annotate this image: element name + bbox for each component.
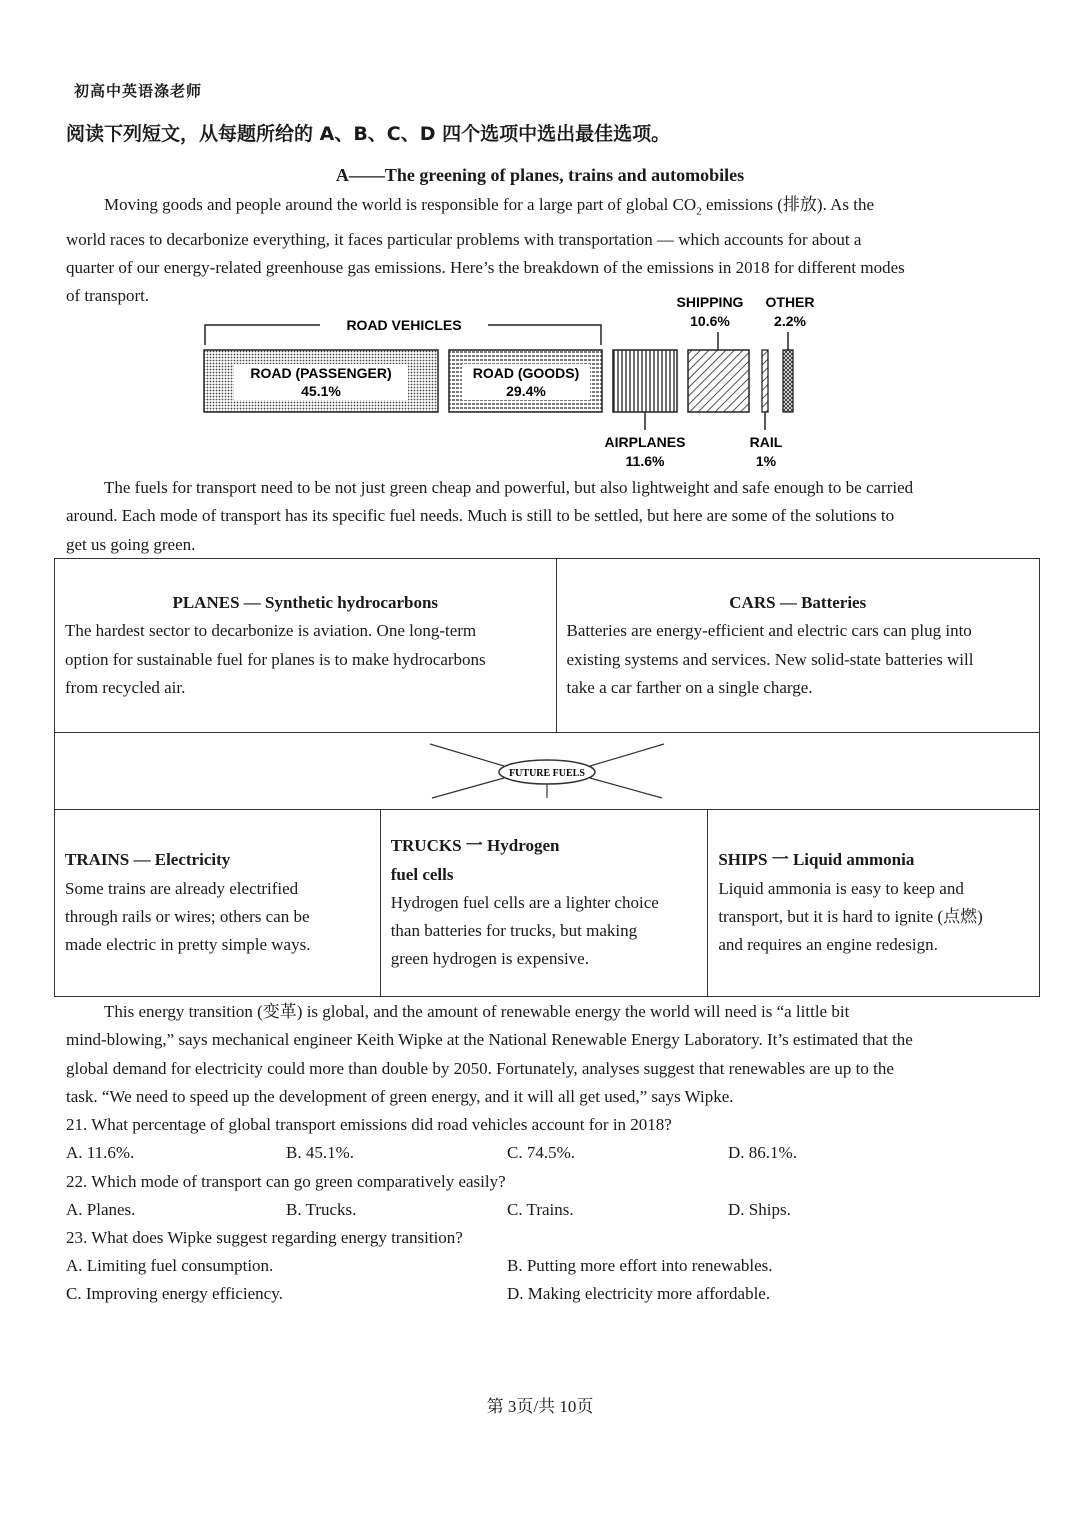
q22-option-d[interactable]: D. Ships. <box>728 1200 791 1219</box>
road-bracket-right <box>488 325 601 345</box>
instruction: 阅读下列短文，从每题所给的 A、B、C、D 四个选项中选出最佳选项。 <box>66 123 671 145</box>
trucks-heading-2: fuel cells <box>390 864 454 884</box>
trains-heading: TRAINS — Electricity <box>65 850 231 870</box>
shipping-value: 10.6% <box>690 313 730 329</box>
paragraph-3 <box>66 998 1016 1111</box>
other-bar <box>783 350 793 412</box>
planes-heading: PLANES — Synthetic hydrocarbons <box>172 592 439 612</box>
planes-cell <box>55 559 557 733</box>
trucks-text-3: green hydrogen is expensive. <box>390 949 589 969</box>
planes-text-2: option for sustainable fuel for planes is to make hydrocarbons <box>65 649 486 669</box>
trains-text-3: made electric in pretty simple ways. <box>65 935 311 955</box>
question-23-stem: 23. What does Wipke suggest regarding energy transition? <box>66 1228 463 1247</box>
other-label: OTHER <box>765 294 815 310</box>
trains-cell <box>55 810 381 997</box>
q22-option-c[interactable]: C. Trains. <box>507 1200 574 1219</box>
shipping-bar <box>688 350 749 412</box>
q21-option-b[interactable]: B. 45.1%. <box>286 1143 354 1162</box>
cars-text-1: Batteries are energy-efficient and electric cars can plug into <box>566 621 972 641</box>
ships-cell <box>708 810 1040 997</box>
q22-option-a[interactable]: A. Planes. <box>66 1200 136 1219</box>
q23-option-c[interactable]: C. Improving energy efficiency. <box>66 1284 283 1303</box>
para1-line2: world races to decarbonize everything, it faces particular problems with transportation — which accounts for about a <box>66 229 862 249</box>
question-22-stem: 22. Which mode of transport can go green comparatively easily? <box>66 1172 506 1191</box>
cars-cell <box>556 559 1040 733</box>
para3-line2: mind-blowing,” says mechanical engineer Keith Wipke at the National Renewable Energy Laboratory. It’s estimated that the <box>66 1030 913 1050</box>
planes-text-1: The hardest sector to decarbonize is aviation. One long-term <box>65 621 477 641</box>
road-bracket-left <box>205 325 320 345</box>
watermark: 初高中英语涤老师 <box>74 82 203 100</box>
future-fuels-label: FUTURE FUELS <box>509 768 585 779</box>
question-21-stem: 21. What percentage of global transport emissions did road vehicles account for in 2018? <box>66 1115 672 1134</box>
future-fuels-table <box>54 558 1040 997</box>
trucks-text-2: than batteries for trucks, but making <box>390 921 638 941</box>
co2-subscript: 2 <box>696 205 702 218</box>
future-fuels-diagram <box>422 740 672 802</box>
cars-heading: CARS — Batteries <box>729 592 867 612</box>
trucks-heading-1: TRUCKS 一 Hydrogen <box>390 836 560 856</box>
rail-value: 1% <box>755 453 777 469</box>
road-vehicles-label: ROAD VEHICLES <box>346 317 462 333</box>
trains-text-2: through rails or wires; others can be <box>65 907 310 926</box>
airplanes-label: AIRPLANES <box>604 434 686 450</box>
para2-line3: get us going green. <box>66 534 196 554</box>
para3-line1: This energy transition (变革) is global, and the amount of renewable energy the world will need is “a little bit <box>104 1002 850 1021</box>
ships-text-3: and requires an engine redesign. <box>718 935 938 955</box>
q22-option-b[interactable]: B. Trucks. <box>286 1200 357 1219</box>
para2-line2: around. Each mode of transport has its specific fuel needs. Much is still to be settled, but here are some of the solutions to <box>66 506 895 526</box>
airplanes-bar <box>613 350 677 412</box>
paragraph-2 <box>66 474 1016 559</box>
trucks-cell <box>380 810 708 997</box>
cars-text-3: take a car farther on a single charge. <box>566 677 813 697</box>
rail-label: RAIL <box>749 434 783 450</box>
passage-title: A——The greening of planes, trains and automobiles <box>335 165 745 185</box>
ships-text-1: Liquid ammonia is easy to keep and <box>718 878 964 898</box>
para2-line1: The fuels for transport need to be not just green cheap and powerful, but also lightweight and safe enough to be carried <box>104 478 914 497</box>
emissions-figure <box>200 290 830 475</box>
other-value: 2.2% <box>774 313 806 329</box>
para3-line3: global demand for electricity could more than double by 2050. Fortunately, analyses suggest that renewables are up to the <box>66 1058 894 1078</box>
q23-option-d[interactable]: D. Making electricity more affordable. <box>507 1284 771 1303</box>
shipping-label: SHIPPING <box>676 294 744 310</box>
road-goods-value: 29.4% <box>506 383 546 399</box>
ships-text-2: transport, but it is hard to ignite (点燃) <box>718 907 983 926</box>
planes-text-3: from recycled air. <box>65 677 186 697</box>
road-passenger-label: ROAD (PASSENGER) <box>250 365 392 381</box>
ships-heading: SHIPS 一 Liquid ammonia <box>718 850 915 870</box>
page-footer: 第 3页/共 10页 <box>486 1397 594 1416</box>
para1-line1b: emissions (排放). As the <box>701 195 875 214</box>
para3-line4: task. “We need to speed up the development of green energy, and it will all get used,” says Wipke. <box>66 1086 734 1106</box>
para1-line3: quarter of our energy-related greenhouse gas emissions. Here’s the breakdown of the emissions in 2018 for different modes <box>66 257 905 277</box>
q21-option-c[interactable]: C. 74.5%. <box>507 1143 575 1162</box>
rail-bar <box>762 350 768 412</box>
airplanes-value: 11.6% <box>625 453 665 469</box>
q21-option-d[interactable]: D. 86.1%. <box>728 1143 797 1162</box>
road-passenger-value: 45.1% <box>301 383 341 399</box>
cars-text-2: existing systems and services. New solid-state batteries will <box>566 649 974 669</box>
q21-option-a[interactable]: A. 11.6%. <box>66 1143 135 1162</box>
para1-line1: Moving goods and people around the world is responsible for a large part of global CO <box>104 195 697 214</box>
q23-option-b[interactable]: B. Putting more effort into renewables. <box>507 1256 773 1275</box>
para1-line4: of transport. <box>66 286 150 306</box>
trucks-text-1: Hydrogen fuel cells are a lighter choice <box>390 892 659 912</box>
q23-option-a[interactable]: A. Limiting fuel consumption. <box>66 1256 274 1275</box>
road-goods-label: ROAD (GOODS) <box>472 365 580 381</box>
trains-text-1: Some trains are already electrified <box>65 878 299 898</box>
future-fuels-cell <box>55 733 1040 810</box>
